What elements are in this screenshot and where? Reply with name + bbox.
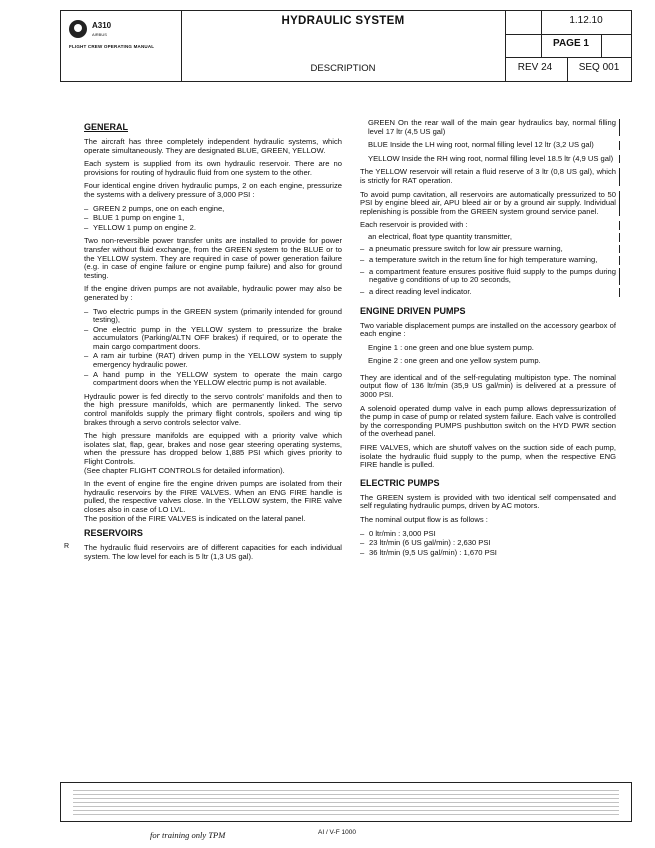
- paragraph: If the engine driven pumps are not available, hydraulic power may also be generated by :: [84, 284, 342, 302]
- paragraph: Engine 2 : one green and one yellow system pump.: [368, 356, 541, 366]
- paragraph: Two non-reversible power transfer units are installed to provide for power transfer without fluid exchange, from the GREEN system to the BLUE or to the YELLOW system. They are required in case of power generation failure (e.g. in case of engine failure or engine pump failure) and also for ground testing.: [84, 236, 342, 280]
- list-item: – Two electric pumps in the GREEN system (primarily intended for ground testing),: [84, 308, 342, 325]
- list-item: – One electric pump in the YELLOW system to pressurize the brake accumulators (Parking/ALTN OFF brakes) if required, or to operate the main cargo compartment doors.: [84, 326, 342, 352]
- paragraph: [360, 168, 616, 185]
- manual-name: FLIGHT CREW OPERATING MANUAL: [69, 44, 155, 49]
- list-item: [360, 288, 616, 297]
- paragraph: The aircraft has three completely independent hydraulic systems, which operate simultaneously. They are designated BLUE, GREEN, YELLOW.: [84, 137, 342, 155]
- alt-power-list: [84, 308, 342, 388]
- paragraph: Engine 1 : one green and one blue system pump.: [368, 342, 534, 352]
- list-item-text: a temperature switch in the return line for high temperature warning,: [369, 255, 598, 265]
- list-item-text: a direct reading level indicator.: [369, 286, 472, 296]
- paragraph: Four identical engine driven hydraulic pumps, 2 on each engine, pressurize the systems with a delivery pressure of 3,000 PSI :: [84, 181, 342, 199]
- section-number: 1.12.10: [569, 15, 603, 26]
- paragraph: The hydraulic fluid reservoirs are of different capacities for each individual system. The low level for each is 5 ltr (1,3 US gal).: [84, 543, 342, 561]
- header-title-block: [181, 11, 506, 81]
- logo-subtitle: AIRBUS: [92, 32, 107, 37]
- reservoir-features-list: [360, 245, 616, 297]
- sequence-indicator: [567, 62, 631, 73]
- list-item: – A hand pump in the YELLOW system to operate the main cargo compartment doors when the YELLOW electric pump is not available.: [84, 371, 342, 388]
- list-item-text: a pneumatic pressure switch for low air pressure warning,: [369, 243, 563, 253]
- paragraph: They are identical and of the self-regulating multipiston type. The nominal output flow of 136 ltr/min (35,9 US gal/min) is delivered at a pressure of 3000 PSI.: [360, 372, 616, 400]
- list-item: – 23 ltr/min (6 US gal/min) : 2,630 PSI: [360, 539, 616, 548]
- pump-list: [84, 205, 342, 233]
- list-item: [360, 256, 616, 265]
- revision-indicator: [505, 62, 565, 73]
- right-column: [360, 119, 616, 562]
- page-header: [60, 10, 632, 82]
- paragraph-text: To avoid pump cavitation, all reservoirs are automatically pressurized to 50 PSI by engine bleed air, APU bleed air or by a ground air supply. Individual replenishing is possible from the GREEN system ground service panel.: [360, 189, 616, 216]
- paragraph: Two variable displacement pumps are installed on the accessory gearbox of each engine :: [360, 320, 616, 339]
- document-ref: AI / V-F 1000: [318, 829, 356, 836]
- logo-block: [61, 11, 182, 81]
- list-item: [360, 245, 616, 254]
- page-title: HYDRAULIC SYSTEM: [281, 15, 405, 27]
- list-item: – 0 ltr/min : 3,000 PSI: [360, 530, 616, 539]
- left-column: [84, 122, 342, 566]
- paragraph: [360, 221, 616, 230]
- paragraph: A solenoid operated dump valve in each pump allows depressurization of the pump in case of pump or related system failure. Each valve is controlled by the corresponding PUMPS pushbutton switch on the HYD PWR section of the overhead panel.: [360, 403, 616, 439]
- list-item: – A ram air turbine (RAT) driven pump in the YELLOW system to supply emergency hydraulic power.: [84, 352, 342, 369]
- paragraph-text: an electrical, float type quantity transmitter,: [368, 231, 512, 241]
- reservoirs-heading: RESERVOIRS: [84, 528, 143, 539]
- list-item: – GREEN 2 pumps, one on each engine,: [84, 205, 342, 214]
- reservoir-yellow-text: YELLOW Inside the RH wing root, normal filling level 18.5 ltr (4,9 US gal): [368, 153, 614, 163]
- rev-number: 24: [541, 62, 553, 73]
- paragraph: The position of the FIRE VALVES is indicated on the lateral panel.: [84, 513, 306, 523]
- paragraph-text: Each reservoir is provided with :: [360, 220, 468, 230]
- list-item-text: a compartment feature ensures positive fluid supply to the pumps during negative g conditions of up to 20 seconds,: [369, 266, 616, 285]
- list-item: – BLUE 1 pump on engine 1,: [84, 214, 342, 223]
- airbus-logo-icon: [69, 20, 87, 38]
- page-indicator: [541, 38, 601, 49]
- flow-list: [360, 530, 616, 558]
- paragraph: [360, 191, 616, 217]
- logo-name: A310: [92, 21, 112, 30]
- paragraph: FIRE VALVES, which are shutoff valves on the suction side of each pump, isolate the hydraulic fluid supply to the pump, when the respective ENG FIRE handle is pulled.: [360, 443, 616, 470]
- list-item: – YELLOW 1 pump on engine 2.: [84, 224, 342, 233]
- engine-driven-pumps-heading: ENGINE DRIVEN PUMPS: [360, 305, 466, 316]
- paragraph: Each system is supplied from its own hydraulic reservoir. There are no provisions for routing of hydraulic fluid from one system to the other.: [84, 159, 342, 177]
- list-item: – 36 ltr/min (9,5 US gal/min) : 1,670 PSI: [360, 549, 616, 558]
- paragraph: Hydraulic power is fed directly to the servo controls' manifolds and then to the high pressure manifolds, which are permanently linked. The servo control manifolds supply the primary flight controls, spoilers and wing tip brakes through a servo controls selector valve.: [84, 391, 342, 427]
- paragraph: In the event of engine fire the engine driven pumps are isolated from their hydraulic reservoirs by the FIRE VALVES. When an ENG FIRE handle is pulled, the respective valves close. In the YELLOW system, the FIRE valve closes also in case of LO LVL.: [84, 479, 342, 514]
- rev-label: REV: [517, 62, 539, 73]
- revision-mark: R: [64, 543, 70, 550]
- reservoir-green-text: GREEN On the rear wall of the main gear hydraulics bay, normal filling level 17 ltr (4,5 US gal): [368, 118, 616, 136]
- seq-number: 001: [602, 62, 620, 73]
- paragraph: [360, 233, 616, 242]
- footer-pattern: [73, 789, 619, 815]
- page-subtitle: DESCRIPTION: [310, 63, 376, 74]
- training-note: for training only TPM: [150, 830, 226, 840]
- paragraph: The high pressure manifolds are equipped with a priority valve which isolates slat, flap, gear, brakes and nose gear steering operating systems, when the pressure has dropped below 1,885 PSI which gives priority to Flight Controls.: [84, 431, 342, 466]
- page-label: PAGE: [553, 38, 581, 49]
- electric-pumps-heading: ELECTRIC PUMPS: [360, 477, 440, 488]
- footer-box: [60, 782, 632, 822]
- list-item: [360, 268, 616, 285]
- reservoir-green: [360, 119, 616, 136]
- paragraph: The nominal output flow is as follows :: [360, 515, 488, 524]
- reservoir-yellow: [360, 155, 616, 164]
- paragraph: The GREEN system is provided with two identical self compensated and self regulating hydraulic pumps, driven by AC motors.: [360, 492, 616, 511]
- header-ref-block: [505, 11, 631, 81]
- paragraph: (See chapter FLIGHT CONTROLS for detailed information).: [84, 465, 285, 475]
- seq-label: SEQ: [578, 62, 600, 73]
- page-number: 1: [583, 38, 589, 49]
- general-heading: GENERAL: [84, 122, 129, 132]
- reservoir-blue-text: BLUE Inside the LH wing root, normal filling level 12 ltr (3,2 US gal): [368, 140, 594, 150]
- reservoir-blue: [360, 141, 616, 150]
- paragraph-text: The YELLOW reservoir will retain a fluid reserve of 3 ltr (0,8 US gal), which is strictly for RAT operation.: [360, 167, 616, 185]
